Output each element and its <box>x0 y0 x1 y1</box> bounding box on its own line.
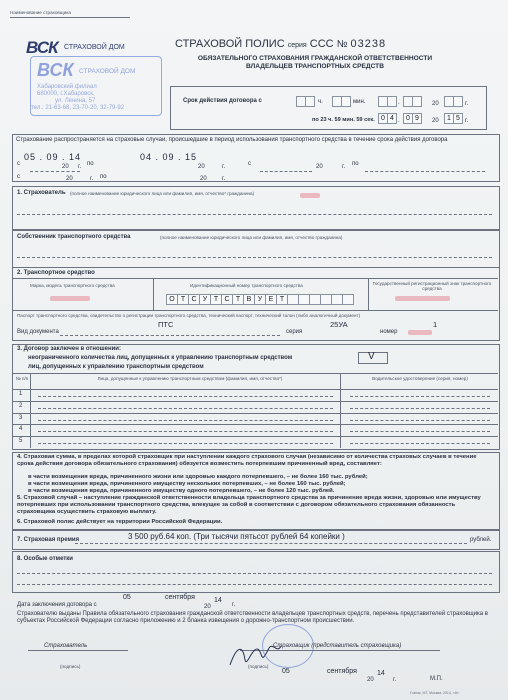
passport-text: Паспорт транспортного средства, свидетельство о регистрации транспортного средства, технический паспорт, технический талон (либо аналогичный документ) <box>17 313 361 318</box>
owner-label: Собственник транспортного средства <box>17 234 131 240</box>
stamp-sub: СТРАХОВОЙ ДОМ <box>79 68 136 75</box>
subtitle-1: ОБЯЗАТЕЛЬНОГО СТРАХОВАНИЯ ГРАЖДАНСКОЙ ОТВЕТСТВЕННОСТИ <box>197 55 433 62</box>
logo-text: ВСК <box>26 38 58 57</box>
s4-p1: 4. Страховая сумма, в пределах которой страховщик при наступлении каждого страхового случая (независимо от количества страховых случаев в течение срока действия договора обязательного страхования) обязуется возместить потерпевшим причиненный вред, составляет: <box>17 454 477 467</box>
vin-cell <box>342 294 354 305</box>
vin-cell: Т <box>232 294 244 305</box>
period-text: Страхование распространяется на страховые случаи, происшедшие в период использования транспортного средства в течение срока действия договора <box>16 137 448 143</box>
premium-suffix: рублей. <box>470 537 492 543</box>
doc-number: 1 <box>433 320 438 329</box>
term-end-text: по 23 ч. 59 мин. 59 сек. <box>312 117 375 123</box>
premium-value: 3 500 руб.64 коп. (Три тысячи пятьсот рублей 64 копейки ) <box>128 532 345 541</box>
driver-name-line <box>38 396 333 397</box>
doc-series-label: серия <box>286 329 303 335</box>
vehicle-label: 2. Транспортное средство <box>17 270 95 276</box>
insurer-sig-hint: (подпись) <box>248 664 269 669</box>
driver-row-line <box>12 436 498 437</box>
stamp-line-1: Хабаровский филиал <box>37 84 97 90</box>
vin-cell: С <box>221 294 233 305</box>
date-label: Дата заключения договора с <box>17 602 97 608</box>
doc-type-label: Вид документа <box>17 329 59 335</box>
driver-row-line <box>12 413 498 414</box>
company-stamp <box>30 56 162 116</box>
number-label: № <box>336 39 348 50</box>
s3-opt1: неограниченного количества лиц, допущенных к управлению транспортным средством <box>28 355 293 361</box>
doc-type: ПТС <box>158 320 174 329</box>
insured-label: 1. Страхователь <box>17 190 66 196</box>
col-persons: Лица, допущенные к управлению транспортным средством (фамилия, имя, отчество*) <box>97 376 283 381</box>
period1-from: 05 . 09 . 14 <box>24 152 82 162</box>
date-month: сентября <box>165 594 195 601</box>
driver-row-number: 2 <box>19 402 23 409</box>
premium-label: 7. Страховая премия <box>17 537 80 543</box>
owner-hint: (полное наименование юридического лица или фамилия, имя, отчество гражданина) <box>160 235 343 240</box>
opt1-checkbox <box>358 352 388 364</box>
s4-p3: в части возмещения вреда, причиненного имуществу нескольких потерпевших, – не более 160 тыс. рублей; <box>28 481 346 487</box>
vin-cell: В <box>243 294 255 305</box>
mp-label: М.П. <box>430 676 443 682</box>
term-label: Срок действия договора с <box>183 98 262 104</box>
col-license: Водительское удостоверение (серия, номер) <box>372 376 468 381</box>
vin-cell: О <box>166 294 178 305</box>
col-make: Марка, модель транспортного средства <box>30 283 115 288</box>
driver-name-line <box>38 408 333 409</box>
s4-p4: в части возмещения вреда, причиненного имуществу одного потерпевшего, – не более 120 тыс. рублей. <box>28 488 335 494</box>
driver-license-line <box>350 431 490 432</box>
driver-name-line <box>38 420 333 421</box>
vin-cell: У <box>254 294 266 305</box>
date-year: 14 <box>214 597 222 604</box>
vin-cell: Е <box>265 294 277 305</box>
stamp-line-4: тел.: 21-63-68, 23-70-20, 32-79-92 <box>31 105 125 111</box>
insurer-label: Наименование страховщика <box>10 10 71 15</box>
insured-sign-label: Страхователь <box>44 643 88 649</box>
driver-license-line <box>350 396 490 397</box>
driver-row-number: 4 <box>19 426 23 433</box>
driver-license-line <box>350 408 490 409</box>
insured-hint: (полное наименование юридического лица или фамилия, имя, отчество* гражданина) <box>70 191 255 196</box>
policy-title-row <box>175 38 386 50</box>
bottom-text: Страхователю выданы Правила обязательного страхования гражданской ответственности владельцев транспортных средств, перечень представителей страховщика в субъектах Российской Федерации согласно приложению и 2 бланка извещения о дорожно-транспортном происшествии. <box>17 611 488 624</box>
driver-row-line <box>12 424 498 425</box>
driver-row-number: 5 <box>19 438 23 445</box>
notes-box <box>12 551 500 593</box>
col-n: № п/п <box>15 376 29 381</box>
date-day: 05 <box>123 594 131 601</box>
logo-sub: СТРАХОВОЙ ДОМ <box>64 44 125 51</box>
stamp-line-3: ул. Ленина, 57 <box>55 98 96 104</box>
col-vin: Идентификационный номер транспортного средства <box>190 283 303 288</box>
series-label: серия <box>287 42 307 49</box>
driver-name-line <box>38 431 333 432</box>
vin-cell: Т <box>276 294 288 305</box>
stamp-line-2: 680000, г.Хабаровск, <box>37 91 95 97</box>
vin-cell: Т <box>177 294 189 305</box>
s3-opt2: лиц, допущенных к управлению транспортным средством <box>28 364 204 370</box>
bottom-year: 14 <box>377 670 385 677</box>
bottom-month: сентября <box>327 668 357 675</box>
opt1-mark: V <box>368 351 375 362</box>
notes-label: 8. Особые отметки <box>17 556 73 562</box>
policy-title: СТРАХОВОЙ ПОЛИС <box>175 38 285 50</box>
driver-row-line <box>12 401 498 402</box>
policy-document: Наименование страховщика ВСК СТРАХОВОЙ ДОМ ВСК СТРАХОВОЙ ДОМ Хабаровский филиал 680000, г.Хабаровск, ул. Ленина, 57 тел.: 21-63-68, 23-70-20, 32-79-92 СТРАХОВОЙ ПОЛИС серия ССС № 03238 ОБЯЗАТЕЛЬНОГО СТРАХОВАНИЯ ГРАЖДАНСКОЙ ОТВЕТСТВЕННОСТИ ВЛАДЕЛЬЦЕВ ТРАНСПОРТНЫХ СРЕДСТВ Срок действия договора с ч. мин. . 20 г. по 23 ч. 59 мин. 59 сек. 0 4 . 0 9 20 1 5 г. Страхование распространяется на страховые случаи, происшедшие в период использования транспортного средства в течение срока действия договора с 05 . 09 . 14 20 г. по 04 . 09 . 15 20 г. с 20 г. по с 20 г. по 20 г. 1. Страхователь (полное наименование юридического лица или фамилия, имя, отчество* гражданина) Собственник транспортного средства (полное наименование юридического лица или фамилия, имя, отчество гражданина) 2. Транспортное средство Марка, модель транспортного средства Идентификационный номер транспортного средства Государственный регистрационный знак транспортного средства О Т С У Т С Т В У Е Т Паспорт транспортного средства, свидетельство о регистрации транспортного средства, технический паспорт, технический талон (либо аналогичный документ) Вид документа ПТС серия 25УА номер 1 3. Договор заключен в отношении: неограниченного количества лиц, допущенных к управлению транспортным средством V лиц, допущенных к управлению транспортным средством № п/п Лица, допущенные к управлению транспортным средством (фамилия, имя, отчество*) Водительское удостоверение (серия, номер) 1 2 3 4 5 4. Страховая сумма, в пределах которой страховщик при наступлении каждого страхового случая (независимо от количества страховых случаев в течение срока действия договора обязательного страхования) обязуется возместить потерпевшим причиненный вред, составляет: в части возмещения вреда, причиненного жизни или здоровью каждого потерпевшего, – не более 160 тыс. рублей; в части возмещения вреда, причиненного имуществу нескольких потерпевших, – не более 160 тыс. рублей; в части возмещения вреда, причиненного имуществу одного потерпевшего, – не более 120 тыс. рублей. 5. Страховой случай – наступление гражданской ответственности владельца транспортного средства за причинение вреда жизни, здоровью или имуществу потерпевших при использовании транспортного средства, влекущее за собой в соответствии с договором обязательного страхования обязанность страховщика осуществить страховую выплату. 6. Страховой полис действует на территории Российской Федерации. 7. Страховая премия 3 500 руб.64 коп. (Три тысячи пятьсот рублей 64 копейки ) рублей. 8. Особые отметки Дата заключения договора с 05 сентября 20 14 г. Страхователю выданы Правила обязательного страхования гражданской ответственности владельцев транспортных средств, перечень представителей страховщика в субъектах Российской Федерации согласно приложению и 2 бланка извещения о дорожно-транспортном происшествии. Страхователь (подпись) Страховщик (представитель страховщика) (подпись) 05 сентября 20 14 г. М.П. Гознак, МТ, Москва, 2014, «А» <box>0 0 508 700</box>
vin-cell: С <box>188 294 200 305</box>
period1-to: 04 . 09 . 15 <box>140 152 198 162</box>
series-value: ССС <box>309 38 334 50</box>
driver-name-line <box>38 443 333 444</box>
driver-row-number: 3 <box>19 414 23 421</box>
s4-p2: в части возмещения вреда, причиненного жизни или здоровью каждого потерпевшего, – не более 160 тыс. рублей; <box>28 474 368 480</box>
driver-license-line <box>350 420 490 421</box>
doc-series: 25УА <box>330 320 348 329</box>
vin-cell: У <box>199 294 211 305</box>
s5: 5. Страховой случай – наступление гражданской ответственности владельца транспортного средства за причинение вреда жизни, здоровью или имуществу потерпевших при использовании транспортного средства, влекущее за собой в соответствии с договором обязательного страхования обязанность страховщика осуществить страховую выплату. <box>17 495 481 515</box>
vin-cell: Т <box>210 294 222 305</box>
s6: 6. Страховой полис действует на территории Российской Федерации. <box>17 519 223 525</box>
s3-label: 3. Договор заключен в отношении: <box>17 346 121 352</box>
stamp-logo: ВСК <box>37 60 74 80</box>
col-plate: Государственный регистрационный знак транспортного средства <box>372 281 492 291</box>
insurer-sign-label: Страховщик (представитель страховщика) <box>273 643 402 649</box>
round-stamp <box>262 624 314 668</box>
driver-row-number: 1 <box>19 391 23 397</box>
doc-number-label: номер <box>380 329 398 335</box>
footer-small: Гознак, МТ, Москва, 2014, «А» <box>410 691 459 695</box>
bottom-day: 05 <box>282 668 290 675</box>
subtitle-2: ВЛАДЕЛЬЦЕВ ТРАНСПОРТНЫХ СРЕДСТВ <box>246 63 384 70</box>
driver-license-line <box>350 443 490 444</box>
insured-sig-hint: (подпись) <box>60 664 81 669</box>
policy-number: 03238 <box>350 38 387 50</box>
